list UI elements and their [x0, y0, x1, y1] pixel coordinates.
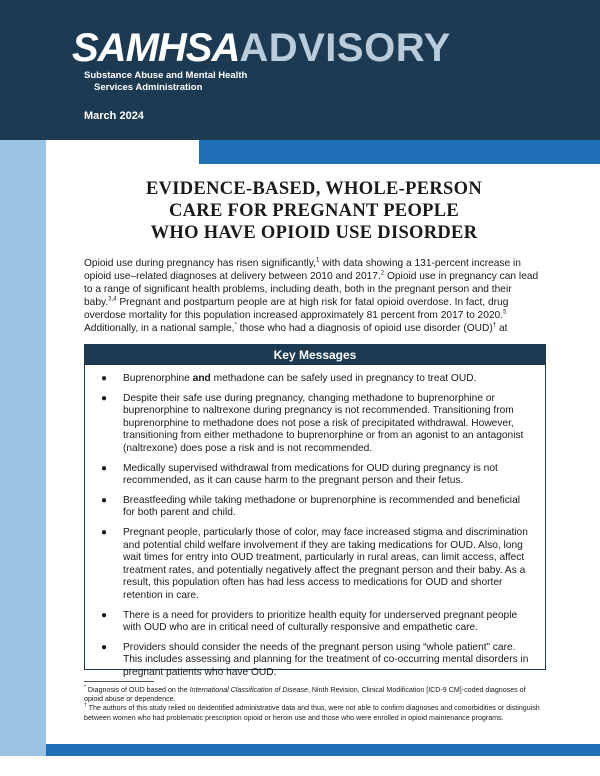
key-message-text: Buprenorphine: [123, 373, 193, 384]
bullet-icon: ●: [101, 373, 108, 384]
footnote-text: , Ninth Revision, Clinical Modification [ICD-9 CM]-coded diagnoses of opioid abuse or dependence.: [84, 686, 526, 704]
key-message-emphasis: and: [192, 373, 211, 384]
header-banner: [0, 0, 600, 140]
intro-text-2: with data showing a 131-percent increase in opioid use–related diagnoses at delivery between 2010 and 2017.: [84, 258, 521, 282]
intro-text-3: Opioid use in pregnancy can lead to a range of significant health problems, including death, both in the pregnant person and their baby.: [84, 270, 539, 308]
bullet-icon: ●: [101, 609, 108, 621]
key-message-item: [99, 495, 531, 520]
key-message-item: [99, 373, 531, 386]
footnote-mark: †: [84, 703, 87, 710]
footnote-ref-1: 1: [316, 257, 320, 264]
key-messages-list: [85, 365, 545, 679]
bullet-icon: ●: [101, 641, 108, 653]
intro-text-4: Pregnant and postpartum people are at high risk for fatal opioid overdose. In fact, drug overdose mortality for this population increased approximately 81 percent from 2017 to 2020.: [84, 296, 509, 321]
page-title: [84, 178, 544, 244]
agency-name: [84, 70, 284, 94]
logo-samhsa-text: SAMHSA: [72, 26, 240, 70]
bullet-icon: ●: [101, 526, 108, 538]
key-message-text: Pregnant people, particularly those of color, may face increased stigma and discrimination and potential child welfare involvement if they are taking medications for OUD. Also, long wait times for entry into OUD treatment, particularly in rural areas, can limit access, affect treatment rates, and potentially negatively affect the pregnant person and their baby. As a result, this population often has had less access to medications for OUD and shorter retention in care.: [123, 526, 528, 601]
key-message-item: [99, 527, 531, 603]
key-message-text: Breastfeeding while taking methadone or buprenorphine is recommended and beneficial for both parent and child.: [123, 494, 520, 519]
key-message-text: Medically supervised withdrawal from medications for OUD during pregnancy is not recommended, as it can cause harm to the pregnant person and their fetus.: [123, 462, 498, 487]
bullet-icon: ●: [101, 494, 108, 506]
header-accent-bar: [199, 140, 600, 164]
key-message-text: Providers should consider the needs of the pregnant person using “whole patient” care. This includes assessing and planning for the treatment of co-occurring mental disorders in pregnant patients who have OUD.: [123, 641, 529, 678]
footnote-2: [84, 704, 546, 722]
intro-paragraph: [84, 258, 546, 335]
title-line-3: WHO HAVE OPIOID USE DISORDER: [150, 223, 478, 243]
bullet-icon: ●: [101, 462, 108, 474]
logo-advisory-text: ADVISORY: [239, 26, 451, 70]
key-messages-heading: Key Messages: [85, 345, 545, 365]
footnote-italic-text: International Classification of Disease: [189, 686, 308, 694]
footnote-ref-6: †: [492, 322, 497, 329]
footnote-divider: [84, 681, 154, 682]
key-message-text: Despite their safe use during pregnancy, changing methadone to buprenorphine or buprenorphine to naltrexone during pregnancy is not recommended. Transitioning from buprenorphine to methadone does not pose a risk of precipitated withdrawal. However, transitioning from either methadone to buprenorphine or from an agonist to an antagonist (naltrexone) does pose a risk and is not recommended.: [123, 392, 524, 454]
title-line-1: EVIDENCE-BASED, WHOLE-PERSON: [146, 179, 482, 199]
key-message-item: [99, 642, 531, 680]
key-message-text: methadone can be safely used in pregnancy to treat OUD.: [210, 373, 477, 384]
footnote-ref-4: 5: [503, 309, 507, 316]
intro-text-7: at: [496, 322, 508, 334]
key-message-item: [99, 610, 531, 635]
samhsa-advisory-logo: [72, 26, 451, 70]
key-message-text: There is a need for providers to prioritize health equity for underserved pregnant people with OUD who are in critical need of culturally responsive and empathetic care.: [123, 609, 518, 634]
intro-text-1: Opioid use during pregnancy has risen significantly,: [84, 258, 316, 269]
bullet-icon: ●: [101, 392, 108, 404]
title-line-2: CARE FOR PREGNANT PEOPLE: [168, 201, 460, 221]
footnote-text: Diagnosis of OUD based on the: [85, 686, 190, 694]
footnotes: [84, 686, 546, 723]
agency-line-2: Services Administration: [94, 82, 203, 93]
publication-date: March 2024: [84, 110, 144, 122]
footer-bar-left-accent: [0, 744, 46, 756]
key-message-item: [99, 393, 531, 456]
footnote-text: The authors of this study relied on deidentified administrative data and thus, were not able to confirm diagnoses and comorbidities or distinguish between women who had problematic prescription opioid or heroin use and those who were enrolled in opioid maintenance programs.: [84, 704, 540, 722]
agency-line-1: Substance Abuse and Mental Health: [84, 70, 248, 81]
footnote-ref-5: *: [234, 322, 237, 329]
footer-bar: [0, 744, 600, 756]
left-decorative-stripe: [0, 140, 46, 744]
key-message-item: [99, 463, 531, 488]
intro-text-6: those who had a diagnosis of opioid use disorder (OUD): [236, 322, 493, 334]
footnote-ref-2: 2: [380, 270, 385, 277]
key-messages-box: [84, 344, 546, 678]
intro-text-5: Additionally, in a national sample,: [84, 322, 235, 334]
footnote-ref-3: 3,4: [108, 296, 117, 303]
footnote-1: [84, 686, 546, 704]
footnote-mark: *: [84, 684, 86, 691]
